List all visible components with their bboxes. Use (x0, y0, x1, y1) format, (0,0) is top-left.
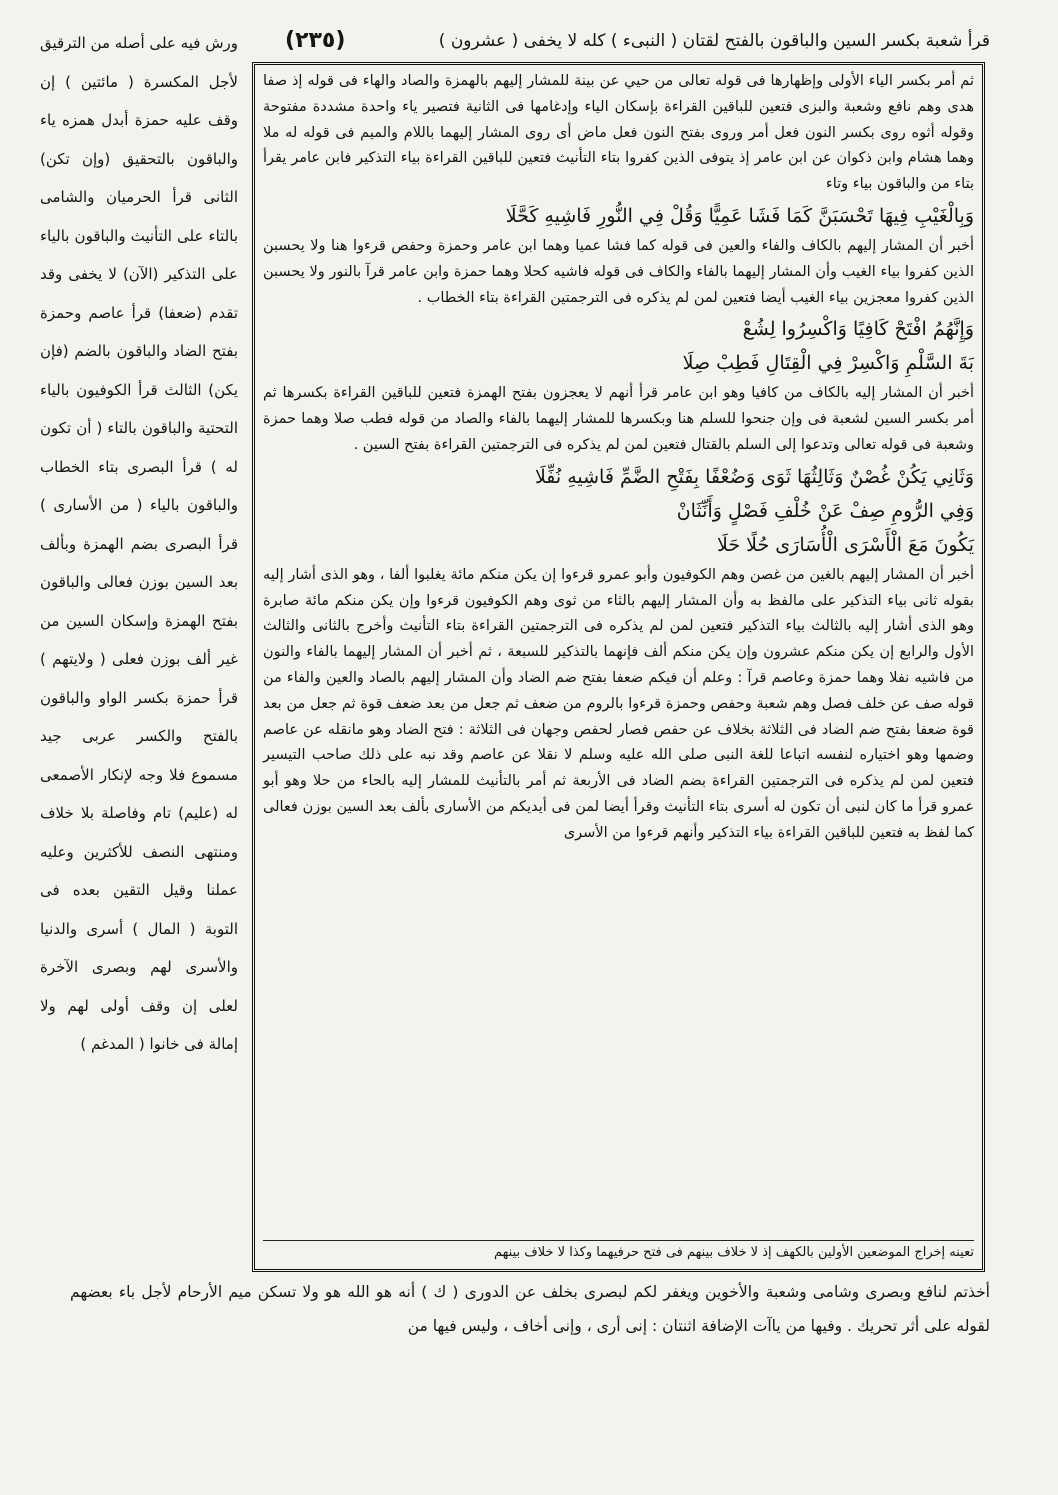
main-paragraph-2: أخبر أن المشار إليهم بالكاف والفاء والعين فى قوله كما فشا عميا وهما ابن عامر وحمزة وحفص قرءوا هنا ولا يحسبن الذين كفروا بياء الغيب وأن المشار إليهما بالفاء والكاف فى قوله فاشيه كحلا وهما حمزة وابن عامر قرآ بالنور ولا يحسبن الذين كفروا معجزين بياء الغيب أيضا فتعين لمن لم يذكره فى الترجمتين القراءة بتاء الخطاب . (263, 237, 974, 306)
poem-verse-1: وَبِالْغَيْبِ فِيهَا تَحْسَبَنَّ كَمَا فَشَا عَمِيًّا وَقُلْ فِي النُّورِ فَاشِيهِ كَحَّلَا (505, 204, 974, 227)
poem-verse-2a: وَإِنَّهُمُ افْتَحْ كَافِيًا وَاكْسِرُوا لِشُعْ (742, 318, 974, 341)
main-paragraph-4: أخبر أن المشار إليهم بالغين من غصن وهم الكوفيون وأبو عمرو قرءوا إن يكن منكم مائة يغلبوا ألفا ، وهو الذى أشار إليه بقوله ثانى بياء التذكير على مالفظ به وأن المشار إليهم بالثاء من ثوى وهم الكوفيون قرءوا وإن يكن منكم مائة صابرة وهو الذى أشار إليه بالثالث بياء التذكير فتعين لمن لم يذكره فى الترجمتين القراءة بتاء التأنيث وأخرج بالثانى والثالث الأول والرابع إن يكن منكم عشرون وإن يكن منكم ألف فإنهما بالتذكير للسبعة ، ثم أخبر أن المشار إليهما بالفاء والنون من فاشيه نفلا وهما حمزة وعاصم قرآ : وعلم أن فيكم ضعفا بفتح ضم الضاد وأن المشار إليهم بالصاد والعين والفاء من قوله صف عن خلف فصل وهم شعبة وحفص وحمزة قرءوا بالروم من ضعف ثم جعل من بعد ضعف قوة ثم جعل من بعد قوة ضعفا بفتح ضم الضاد فى الثلاثة بخلاف عن حفص فصار لحفص وجهان فى الثلاثة : فتح الضاد وهو مانقله عن عاصم وضمها وهو اختياره لنفسه اتباعا للغة النبى صلى الله عليه وسلم لا نقلا عن عاصم وقد نبه على ذلك صاحب التيسير فتعين لمن لم يذكره فى الترجمتين القراءة بضم الضاد فى الأربعة ثم أمر بالتأنيث للمشار إليه بالحاء من حلا وهو أبو عمرو قرأ ما كان لنبى أن تكون له أسرى بتاء التأنيث وقرأ أيضا لمن فى أيديكم من الأسارى بألف بعد السين بوزن فعالى كما لفظ به فتعين للباقين القراءة بياء التذكير وأنهم قرءوا من الأسرى (263, 566, 974, 841)
poem-verse-2b: بَةَ السَّلْمِ وَاكْسِرْ فِي الْقِتَالِ فَطِبْ صِلَا (682, 352, 974, 375)
running-title: قرأ شعبة بكسر السين والباقون بالفتح لقتان ( النبىء ) كله لا يخفى ( عشرون ) (438, 31, 990, 51)
page-number: (٢٣٥) (285, 28, 346, 53)
main-paragraph-1: ثم أمر بكسر الياء الأولى وإظهارها فى قوله تعالى من حيي عن بينة للمشار إليهم بالهمزة والصاد والهاء فى قوله إذ صفا هدى وهم نافع وشعبة والبزى فتعين للباقين القراءة بإسكان الياء وإدغامها فى الثانية فتصير ياء واحدة مشددة مفتوحة وقوله أثوه روى بكسر النون فعل أمر وروى بفتح النون فعل ماض أى روى المشار إليهما باللام والميم فى قوله له ملا وهما هشام وابن ذكوان عن ابن عامر إذ يتوفى الذين كفروا بتاء التأنيث فتعين للباقين القراءة بياء التذكير فابن عامر يقرأ بتاء من والباقون بياء وتاء (263, 73, 974, 193)
poem-verse-3b: وَفِي الرُّومِ صِفْ عَنْ خُلْفِ فَصْلٍ وَأَنِّثَانْ (676, 499, 974, 522)
main-text-frame (252, 62, 985, 1272)
main-paragraph-3: أخبر أن المشار إليه بالكاف من كافيا وهو ابن عامر قرأ أنهم لا يعجزون بفتح الهمزة فتعين للباقين القراءة بكسرها ثم أمر بكسر السين لشعبة فى وإن جنحوا للسلم هنا وبكسرها للمشار إليهما بالفاء والصاد من قوله فطب صلا وهما حمزة وشعبة فى قوله تعالى وتدعوا إلى السلم بالقتال فتعين لمن لم يذكره فى الترجمتين القراءة بفتح السين . (263, 385, 974, 453)
poem-verse-3a: وَثَانِي يَكُنْ غُصْنٌ وَثَالِثُهَا ثَوَى وَضُعْفًا بِفَتْحِ الضَّمِّ فَاشِيهِ نُفِّلَا (534, 465, 974, 488)
margin-commentary (40, 24, 238, 1239)
bottom-commentary (70, 1275, 990, 1343)
bottom-commentary-text: أخذتم لنافع وبصرى وشامى وشعبة والأخوين ويغفر لكم لبصرى بخلف عن الدورى ( ك ) أنه هو الله هو ولا تسكن ميم الأرحام لأجل باء بعضهم لقوله على أثر تحريك . وفيها من ياآت الإضافة اثنتان : إنى أرى ، وإنى أخاف ، وليس فيها من (70, 1283, 990, 1335)
page-header (265, 22, 990, 60)
margin-commentary-text: ورش فيه على أصله من الترقيق لأجل المكسرة ( مائتين ) إن وقف عليه حمزة أبدل همزه ياء والباقون بالتحقيق (وإن تكن) الثانى قرأ الحرميان والشامى بالتاء على التأنيث والباقون بالياء على التذكير (الآن) لا يخفى وقد تقدم (ضعفا) قرأ عاصم وحمزة بفتح الضاد والباقون بالضم (فإن يكن) الثالث قرأ الكوفيون بالياء التحتية والباقون بالتاء ( أن تكون له ) قرأ البصرى بتاء الخطاب والباقون بالياء ( من الأسارى ) قرأ البصرى بضم الهمزة وبألف بعد السين بوزن فعالى والباقون بفتح الهمزة وإسكان السين من غير ألف بوزن فعلى ( ولايتهم ) قرأ حمزة بكسر الواو والباقون بالفتح والكسر عربى جيد مسموع فلا وجه لإنكار الأصمعى له (عليم) تام وفاصلة بلا خلاف ومنتهى النصف للأكثرين وعليه عملنا وقيل التقين بعده فى التوبة ( المال ) أسرى والدنيا والأسرى لهم وبصرى الآخرة لعلى إن وقف أولى لهم ولا إمالة فى خانوا ( المدغم ) (40, 34, 238, 1053)
poem-verse-3c: يَكُونَ مَعَ الْأَسْرَى الْأُسَارَى حُلًا حَلَا (717, 533, 974, 556)
frame-footnote: تعينه إخراج الموضعين الأولين بالكهف إذ لا خلاف بينهم فى فتح حرفيهما وكذا لا خلاف بينهم (263, 1240, 974, 1265)
